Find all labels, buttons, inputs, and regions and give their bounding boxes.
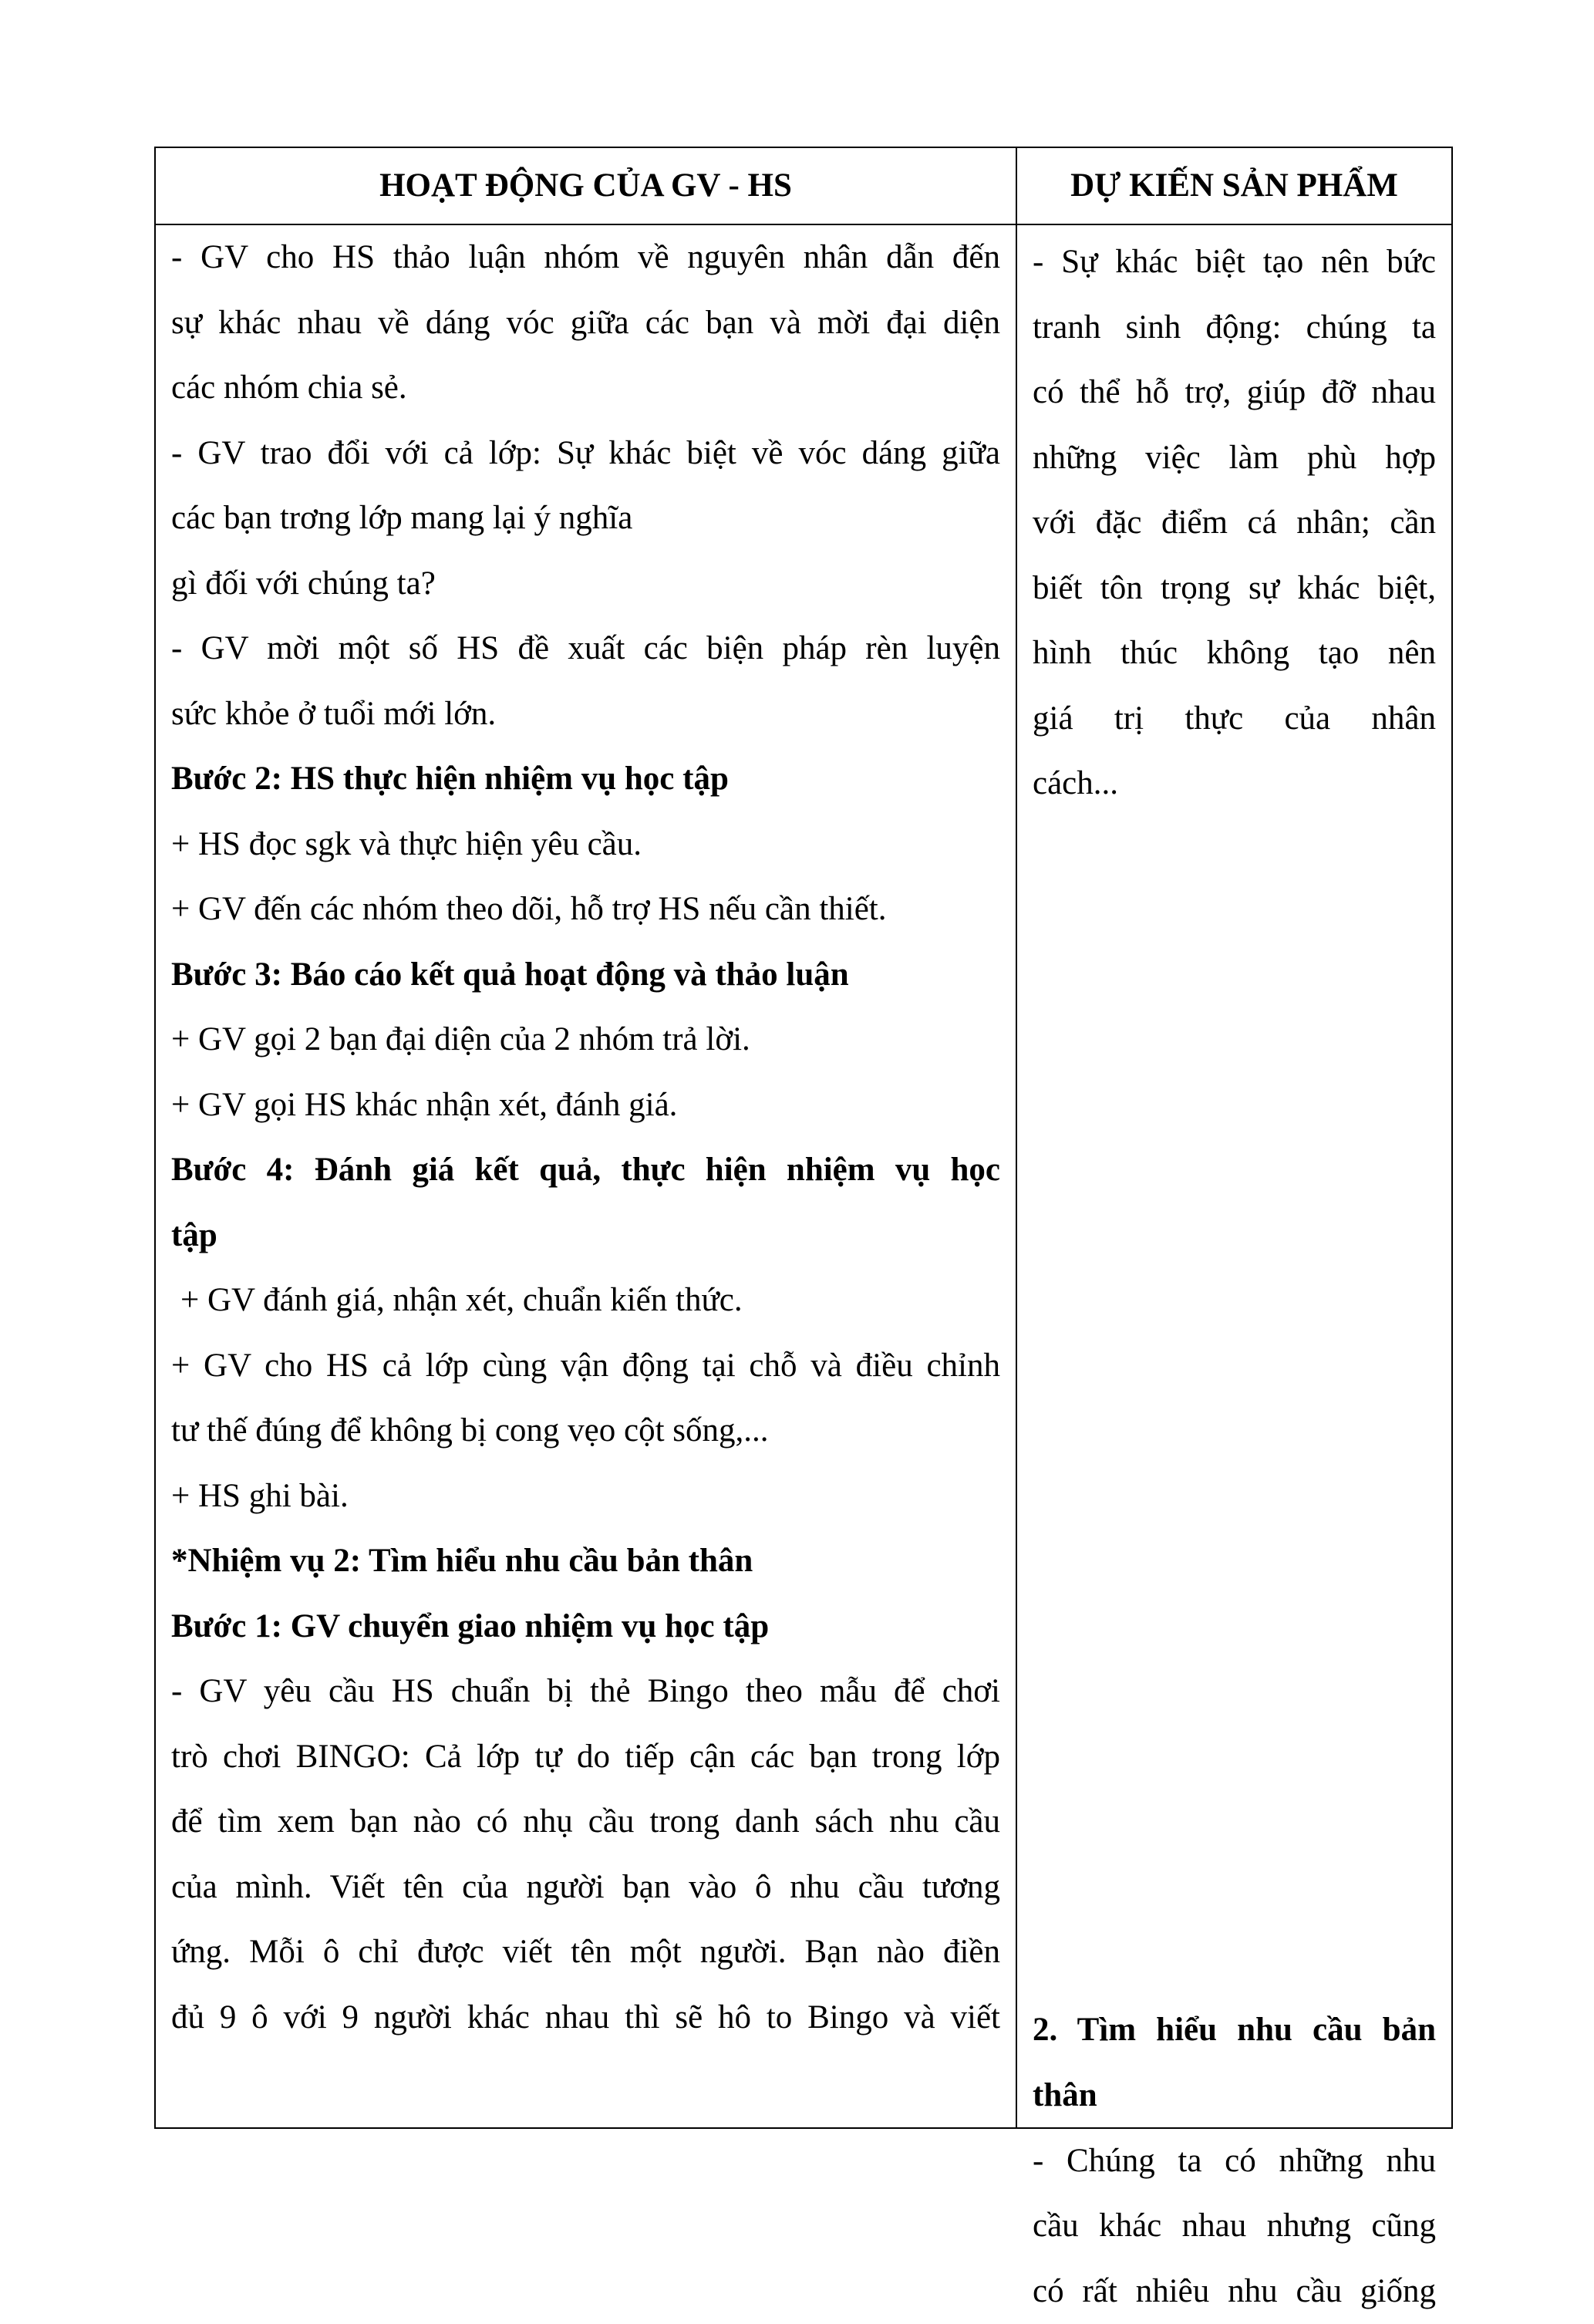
step-heading: Bước 3: Báo cáo kết quả hoạt động và thảo luận <box>171 943 1000 1008</box>
step-heading: Bước 2: HS thực hiện nhiệm vụ học tập <box>171 747 1000 812</box>
expected-products-cell <box>1016 224 1452 2128</box>
expected-product-2-heading <box>1033 1998 1436 2063</box>
activity-line: - GV yêu cầu HS chuẩn bị thẻ Bingo theo mẫu để chơi <box>171 1659 1000 1725</box>
activity-line: ứng. Mỗi ô chỉ được viết tên một người. Bạn nào điền <box>171 1920 1000 1985</box>
product-line: có thể hỗ trợ, giúp đỡ nhau <box>1033 360 1436 426</box>
product-line: - Chúng ta có những nhu <box>1033 2129 1436 2194</box>
table-body-row <box>155 224 1452 2128</box>
activity-line: để tìm xem bạn nào có nhụ cầu trong danh sách nhu cầu <box>171 1789 1000 1855</box>
activity-line: các bạn trơng lớp mang lại ý nghĩa <box>171 486 1000 551</box>
activity-line: - GV mời một số HS đề xuất các biện pháp rèn luyện <box>171 616 1000 682</box>
product-line: biết tôn trọng sự khác biệt, <box>1033 556 1436 622</box>
step-heading: tập <box>171 1203 1000 1269</box>
product-line: - Sự khác biệt tạo nên bức <box>1033 230 1436 295</box>
activity-line: - GV cho HS thảo luận nhóm về nguyên nhân dẫn đến <box>171 225 1000 291</box>
table-header-row <box>155 147 1452 224</box>
activity-line: - GV trao đổi với cả lớp: Sự khác biệt về vóc dáng giữa <box>171 421 1000 487</box>
lesson-plan-table <box>154 147 1453 2129</box>
product-line: hình thúc không tạo nên <box>1033 621 1436 686</box>
product-line: tranh sinh động: chúng ta <box>1033 295 1436 361</box>
activity-line: đủ 9 ô với 9 người khác nhau thì sẽ hô to Bingo và viết <box>171 1985 1000 2051</box>
activity-line: trò chơi BINGO: Cả lớp tự do tiếp cận các bạn trong lớp <box>171 1725 1000 1790</box>
product-line: cách... <box>1033 751 1436 817</box>
activity-line: gì đối với chúng ta? <box>171 551 1000 617</box>
product-line: cầu khác nhau nhưng cũng <box>1033 2194 1436 2259</box>
header-expected-products: DỰ KIẾN SẢN PHẨM <box>1016 147 1452 224</box>
section-heading: 2. Tìm hiểu nhu cầu bản <box>1033 1998 1436 2063</box>
activity-line: tư thế đúng để không bị cong vẹo cột sống,... <box>171 1398 1000 1464</box>
step-heading: Bước 4: Đánh giá kết quả, thực hiện nhiệm vụ học <box>171 1138 1000 1203</box>
activity-line: + GV đánh giá, nhận xét, chuẩn kiến thức. <box>171 1268 1000 1334</box>
expected-product-2 <box>1033 2063 1436 2324</box>
section-heading: thân <box>1033 2063 1436 2129</box>
expected-product-1 <box>1033 230 1436 817</box>
product-line: có rất nhiêu nhu cầu giống <box>1033 2259 1436 2324</box>
activity-line: sự khác nhau về dáng vóc giữa các bạn và mời đại diện <box>171 291 1000 356</box>
activity-line: các nhóm chia sẻ. <box>171 356 1000 421</box>
product-line: những việc làm phù hợp <box>1033 426 1436 491</box>
activity-line: + GV gọi HS khác nhận xét, đánh giá. <box>171 1073 1000 1138</box>
activity-line: + GV gọi 2 bạn đại diện của 2 nhóm trả lời. <box>171 1007 1000 1073</box>
step-heading: Bước 1: GV chuyển giao nhiệm vụ học tập <box>171 1594 1000 1660</box>
task-heading: *Nhiệm vụ 2: Tìm hiểu nhu cầu bản thân <box>171 1529 1000 1594</box>
activity-line: + HS ghi bài. <box>171 1464 1000 1530</box>
activity-line: + GV đến các nhóm theo dõi, hỗ trợ HS nếu cần thiết. <box>171 877 1000 943</box>
product-line: với đặc điểm cá nhân; cần <box>1033 491 1436 556</box>
product-line: giá trị thực của nhân <box>1033 686 1436 752</box>
header-activities: HOẠT ĐỘNG CỦA GV - HS <box>155 147 1016 224</box>
activities-cell <box>155 224 1016 2128</box>
activity-line: + HS đọc sgk và thực hiện yêu cầu. <box>171 812 1000 878</box>
activity-line: của mình. Viết tên của người bạn vào ô nhu cầu tương <box>171 1855 1000 1921</box>
activity-line: + GV cho HS cả lớp cùng vận động tại chỗ và điều chỉnh <box>171 1334 1000 1399</box>
activity-line: sức khỏe ở tuổi mới lớn. <box>171 682 1000 747</box>
